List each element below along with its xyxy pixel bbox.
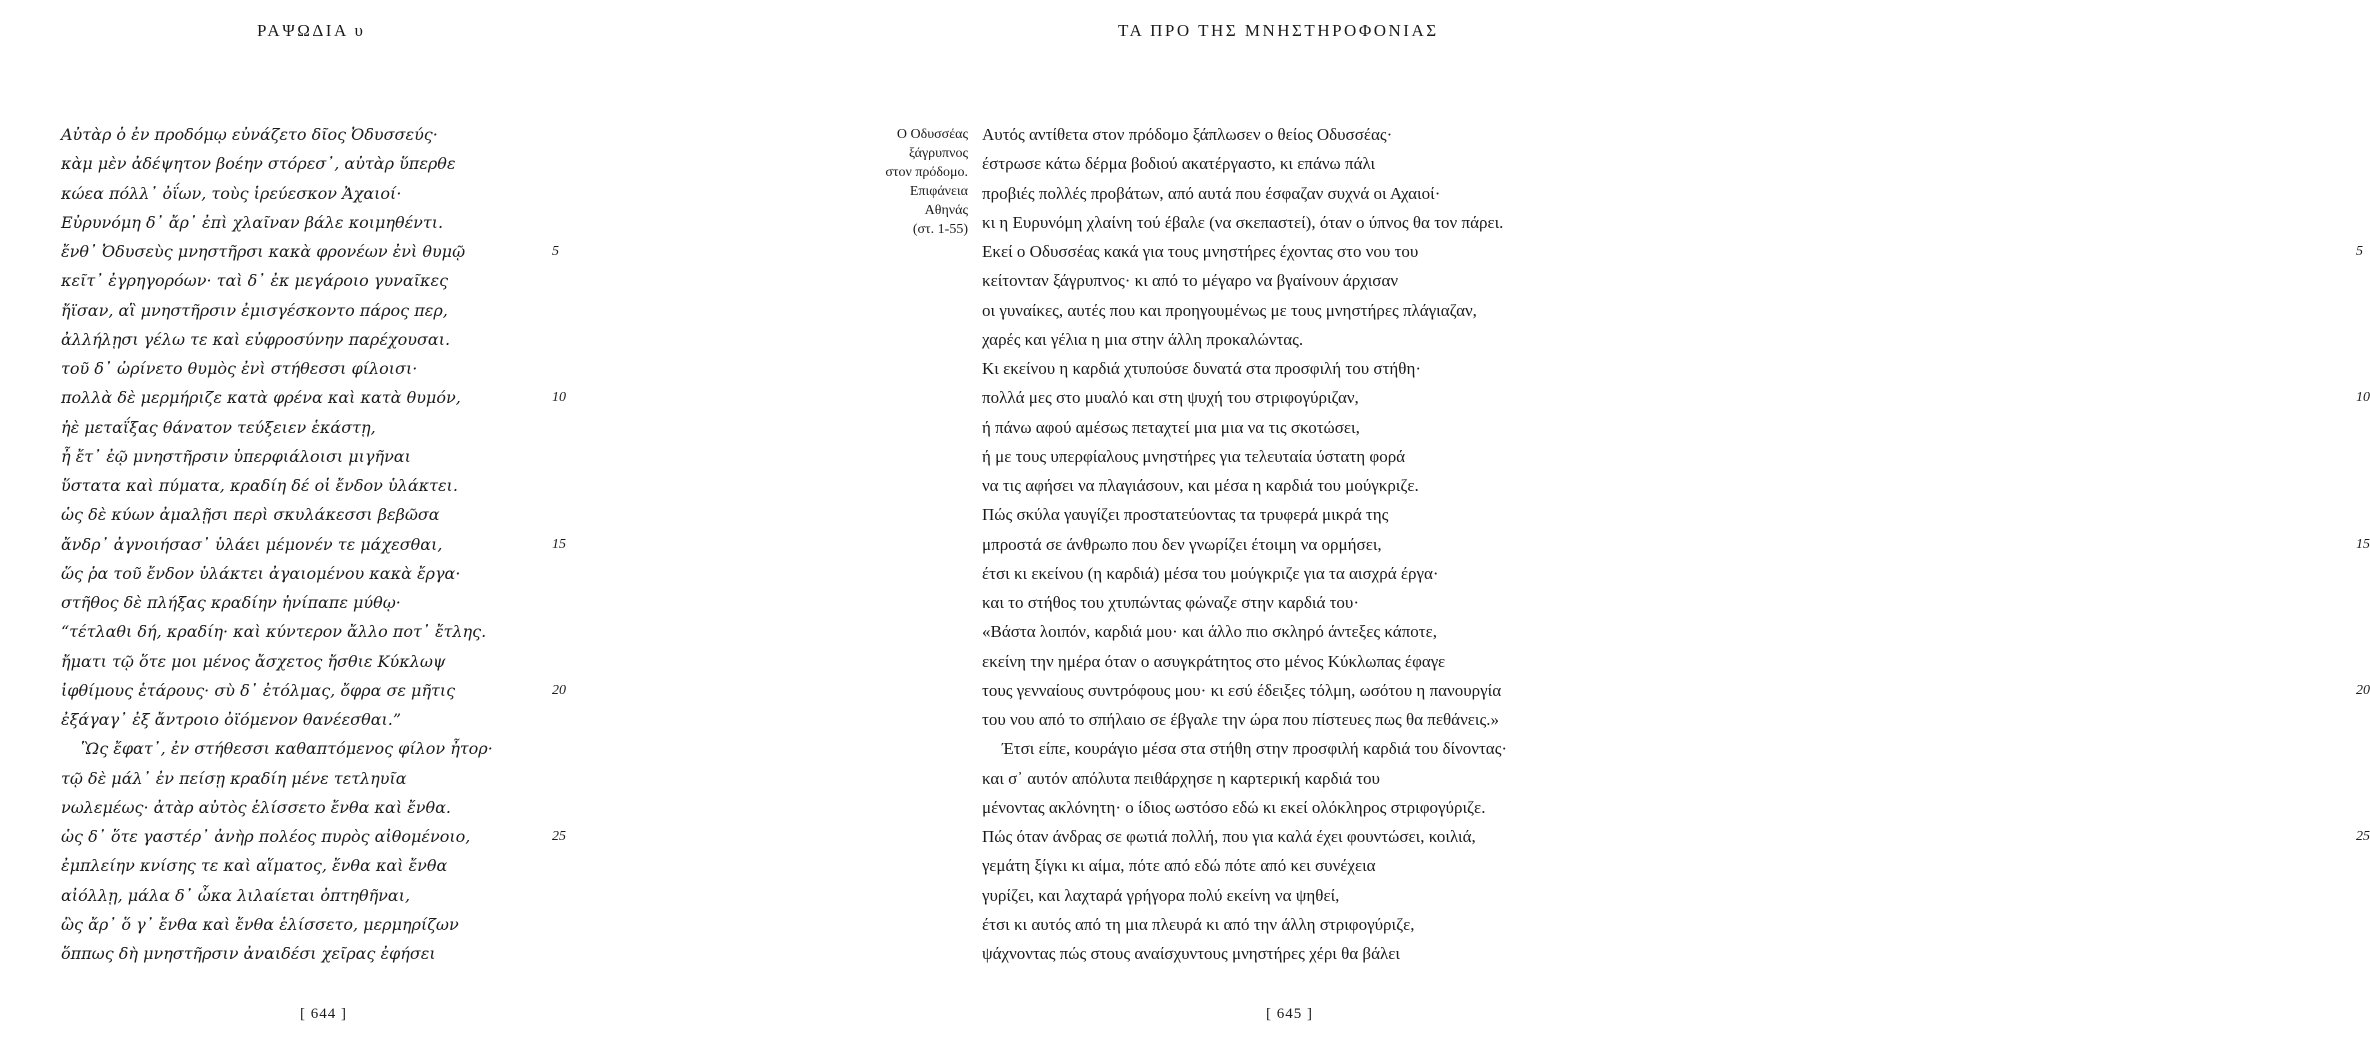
verse-text: γεμάτη ξίγκι κι αίμα, πότε από εδώ πότε από κει συνέχεια	[982, 856, 1376, 876]
verse-line	[61, 413, 493, 442]
line-number: 20	[552, 682, 566, 698]
translation-text-block	[982, 120, 2370, 968]
verse-line	[61, 296, 493, 325]
verse-line	[61, 734, 493, 763]
verse-text: ή με τους υπερφίαλους μνηστήρες για τελευταία ύστατη φορά	[982, 446, 1406, 466]
right-page	[820, 0, 2370, 1046]
verse-line	[61, 910, 493, 939]
verse-text: ἔνθ᾽ Ὀδυσεὺς μνηστῆρσι κακὰ φρονέων ἐνὶ θυμῷ	[61, 242, 466, 261]
verse-line	[982, 851, 1507, 880]
verse-text: μένοντας ακλόνητη· ο ίδιος ωστόσο εδώ κι εκεί ολόκληρος στριφογύριζε.	[982, 797, 1486, 817]
verse-line	[982, 500, 1507, 529]
verse-line	[61, 881, 493, 910]
line-number: 25	[2356, 829, 2370, 844]
verse-text: κι η Ευρυνόμη χλαίνη τού έβαλε (να σκεπαστεί), όταν ο ύπνος θα τον πάρει.	[982, 212, 1504, 232]
verse-text: οι γυναίκες, αυτές που και προηγουμένως με τους μνηστήρες πλάγιαζαν,	[982, 300, 1477, 320]
line-number: 5	[552, 244, 559, 259]
running-head-right: ΤΑ ΠΡΟ ΤΗΣ ΜΝΗΣΤΗΡΟΦΟΝΙΑΣ	[1118, 21, 1439, 40]
line-number: 15	[552, 536, 566, 552]
margin-note	[820, 125, 968, 239]
verse-text: τοῦ δ᾽ ὠρίνετο θυμὸς ἐνὶ στήθεσσι φίλοισι·	[61, 359, 418, 378]
verse-text: ἤϊσαν, αἳ μνηστῆρσιν ἐμισγέσκοντο πάρος περ,	[61, 300, 448, 320]
verse-text: Πώς σκύλα γαυγίζει προστατεύοντας τα τρυφερά μικρά της	[982, 505, 1389, 525]
verse-line	[982, 910, 1507, 939]
verse-text: Πώς όταν άνδρας σε φωτιά πολλή, που για καλά έχει φουντώσει, κοιλιά,	[982, 827, 1476, 846]
page-number-right: [ 645 ]	[1266, 1006, 1313, 1022]
verse-text: ή πάνω αφού αμέσως πεταχτεί μια μια να τις σκοτώσει,	[982, 417, 1360, 437]
page-number-left: [ 644 ]	[300, 1006, 347, 1022]
verse-line	[982, 530, 2370, 559]
verse-text: χαρές και γέλια η μια στην άλλη προκαλώντας.	[982, 329, 1304, 349]
verse-line	[982, 822, 2370, 851]
verse-line	[982, 149, 1507, 178]
verse-line	[61, 237, 559, 266]
verse-text: να τις αφήσει να πλαγιάσουν, και μέσα η καρδιά του μούγκριζε.	[982, 476, 1419, 495]
line-number: 10	[552, 390, 566, 406]
verse-line	[982, 764, 1507, 793]
verse-text: Εκεί ο Οδυσσέας κακά για τους μνηστήρες έχοντας στο νου του	[982, 242, 1419, 261]
margin-note-line: (στ. 1-55)	[912, 222, 968, 237]
verse-line	[982, 617, 1507, 646]
line-number: 25	[552, 829, 566, 844]
left-page	[0, 0, 820, 1046]
verse-line	[61, 939, 493, 968]
verse-text: πολλά μες στο μυαλό και στη ψυχή του στριφογύριζαν,	[982, 388, 1359, 408]
verse-text: τους γενναίους συντρόφους μου· κι εσύ έδειξες τόλμη, ωσότου η πανουργία	[982, 680, 1502, 700]
verse-text: και σ᾽ αυτόν απόλυτα πειθάρχησε η καρτερική καρδιά του	[982, 768, 1380, 788]
verse-text: Αυτός αντίθετα στον πρόδομο ξάπλωσεν ο θείος Οδυσσέας·	[982, 125, 1393, 144]
verse-line	[982, 734, 1507, 763]
greek-text-block	[61, 120, 566, 968]
line-number: 15	[2356, 536, 2370, 552]
verse-text: «Βάστα λοιπόν, καρδιά μου· και άλλο πιο σκληρό άντεξες κάποτε,	[982, 622, 1438, 642]
verse-text: ὣς ἄρ᾽ ὅ γ᾽ ἔνθα καὶ ἔνθα ἑλίσσετο, μερμηρίζων	[61, 914, 459, 934]
verse-line	[61, 471, 493, 500]
verse-line	[61, 325, 493, 354]
verse-text: Ὣς ἔφατ᾽, ἐν στήθεσσι καθαπτόμενος φίλον ἦτορ·	[81, 739, 493, 759]
verse-text: κεῖτ᾽ ἐγρηγορόων· ταὶ δ᾽ ἐκ μεγάροιο γυναῖκες	[61, 271, 449, 291]
verse-line	[982, 588, 1507, 617]
line-number: 5	[2356, 244, 2363, 259]
verse-text: Αὐτὰρ ὁ ἐν προδόμῳ εὐνάζετο δῖος Ὀδυσσεύς·	[61, 125, 438, 144]
verse-line	[61, 149, 493, 178]
verse-text: Κι εκείνου η καρδιά χτυπούσε δυνατά στα προσφιλή του στήθη·	[982, 359, 1421, 378]
verse-line	[982, 442, 1507, 471]
verse-line	[982, 881, 1507, 910]
verse-text: ψάχνοντας πώς στους αναίσχυντους μνηστήρες χέρι θα βάλει	[982, 944, 1400, 963]
verse-line	[982, 120, 1507, 149]
margin-note-line: Επιφάνεια	[909, 184, 968, 199]
verse-line	[982, 266, 1507, 295]
verse-line	[982, 705, 1507, 734]
verse-line	[61, 559, 493, 588]
verse-line	[982, 179, 1507, 208]
verse-line	[61, 530, 566, 559]
verse-line	[61, 851, 493, 880]
verse-line	[982, 793, 1507, 822]
verse-text: ὡς δὲ κύων ἀμαλῇσι περὶ σκυλάκεσσι βεβῶσα	[61, 505, 440, 525]
verse-text: εκείνη την ημέρα όταν ο ασυγκράτητος στο μένος Κύκλωπας έφαγε	[982, 651, 1446, 671]
verse-text: πολλὰ δὲ μερμήριζε κατὰ φρένα καὶ κατὰ θυμόν,	[61, 388, 461, 408]
verse-text: ἐξάγαγ᾽ ἐξ ἄντροιο ὀϊόμενον θανέεσθαι.”	[61, 710, 402, 729]
verse-text: ἐμπλείην κνίσης τε καὶ αἵματος, ἔνθα καὶ ἔνθα	[61, 856, 448, 876]
verse-text: αἰόλλῃ, μάλα δ᾽ ὦκα λιλαίεται ὀπτηθῆναι,	[61, 885, 411, 905]
verse-text: ἄνδρ᾽ ἀγνοιήσασ᾽ ὑλάει μέμονέν τε μάχεσθαι,	[61, 534, 443, 554]
verse-text: έτσι κι εκείνου (η καρδιά) μέσα του μούγκριζε για τα αισχρά έργα·	[982, 563, 1439, 583]
verse-text: έτσι κι αυτός από τη μια πλευρά κι από την άλλη στριφογύριζε,	[982, 914, 1415, 934]
verse-line	[61, 676, 566, 705]
verse-line	[982, 676, 2370, 705]
verse-line	[982, 647, 1507, 676]
verse-text: ὡς δ᾽ ὅτε γαστέρ᾽ ἀνὴρ πολέος πυρὸς αἰθομένοιο,	[61, 827, 471, 846]
verse-line	[61, 705, 493, 734]
verse-line	[61, 764, 493, 793]
margin-note-line: Ο Οδυσσέας	[896, 127, 968, 142]
verse-line	[61, 822, 566, 851]
verse-text: του νου από το σπήλαιο σε έβγαλε την ώρα που πίστευες πως θα πεθάνεις.»	[982, 710, 1499, 729]
verse-text: νωλεμέως· ἀτὰρ αὐτὸς ἑλίσσετο ἔνθα καὶ ἔνθα.	[61, 797, 452, 817]
verse-line	[61, 647, 493, 676]
verse-text: κώεα πόλλ᾽ ὀΐων, τοὺς ἱρεύεσκον Ἀχαιοί·	[61, 183, 402, 203]
verse-line	[61, 208, 493, 237]
verse-line	[61, 793, 493, 822]
verse-text: “τέτλαθι δή, κραδίη· καὶ κύντερον ἄλλο ποτ᾽ ἔτλης.	[61, 622, 487, 642]
verse-text: και το στήθος του χτυπώντας φώναζε στην καρδιά του·	[982, 593, 1360, 612]
verse-line	[61, 442, 493, 471]
verse-line	[61, 120, 493, 149]
verse-text: κὰμ μὲν ἀδέψητον βοέην στόρεσ᾽, αὐτὰρ ὕπερθε	[61, 154, 456, 174]
verse-text: ἀλλήλῃσι γέλω τε καὶ εὐφροσύνην παρέχουσαι.	[61, 329, 451, 349]
verse-text: κείτονταν ξάγρυπνος· κι από το μέγαρο να βγαίνουν άρχισαν	[982, 271, 1399, 291]
verse-text: ἤματι τῷ ὅτε μοι μένος ἄσχετος ἤσθιε Κύκλωψ	[61, 651, 446, 671]
verse-text: τῷ δὲ μάλ᾽ ἐν πείσῃ κραδίη μένε τετληυῖα	[61, 768, 407, 788]
verse-text: έστρωσε κάτω δέρμα βοδιού ακατέργαστο, κι επάνω πάλι	[982, 154, 1376, 174]
verse-text: ἠὲ μεταΐξας θάνατον τεύξειεν ἑκάστῃ,	[61, 417, 376, 437]
verse-line	[61, 179, 493, 208]
verse-text: ὅππως δὴ μνηστῆρσιν ἀναιδέσι χεῖρας ἐφήσει	[61, 944, 436, 963]
margin-note-line: στον πρόδομο.	[885, 165, 968, 180]
verse-line	[982, 296, 1507, 325]
verse-line	[982, 237, 2363, 266]
verse-line	[61, 266, 493, 295]
margin-note-line: ξάγρυπνος	[908, 146, 968, 161]
verse-line	[61, 588, 493, 617]
verse-line	[982, 354, 1507, 383]
verse-line	[982, 383, 2370, 412]
verse-line	[982, 325, 1507, 354]
verse-line	[982, 559, 1507, 588]
verse-text: ἰφθίμους ἑτάρους· σὺ δ᾽ ἐτόλμας, ὄφρα σε μῆτις	[61, 680, 456, 700]
margin-note-line: Αθηνάς	[924, 203, 968, 218]
verse-text: ἦ ἔτ᾽ ἐῷ μνηστῆρσιν ὑπερφιάλοισι μιγῆναι	[61, 446, 411, 466]
verse-line	[982, 208, 1507, 237]
verse-line	[982, 471, 1507, 500]
verse-text: Εὐρυνόμη δ᾽ ἄρ᾽ ἐπὶ χλαῖναν βάλε κοιμηθέντι.	[61, 212, 444, 232]
verse-text: γυρίζει, και λαχταρά γρήγορα πολύ εκείνη να ψηθεί,	[982, 885, 1340, 905]
running-head-left: ΡΑΨΩΔΙΑ υ	[257, 21, 366, 40]
verse-text: μπροστά σε άνθρωπο που δεν γνωρίζει έτοιμη να ορμήσει,	[982, 534, 1382, 554]
verse-line	[61, 383, 566, 412]
verse-line	[61, 617, 493, 646]
verse-line	[61, 500, 493, 529]
verse-text: ὕστατα καὶ πύματα, κραδίη δέ οἱ ἔνδον ὑλάκτει.	[61, 476, 458, 495]
line-number: 10	[2356, 390, 2370, 406]
verse-text: Έτσι είπε, κουράγιο μέσα στα στήθη στην προσφιλή καρδιά του δίνοντας·	[1002, 739, 1508, 759]
line-number: 20	[2356, 682, 2370, 698]
verse-text: προβιές πολλές προβάτων, από αυτά που έσφαζαν συχνά οι Αχαιοί·	[982, 183, 1441, 203]
verse-text: ὥς ῥα τοῦ ἔνδον ὑλάκτει ἀγαιομένου κακὰ ἔργα·	[61, 563, 461, 583]
verse-line	[61, 354, 493, 383]
verse-line	[982, 413, 1507, 442]
verse-text: στῆθος δὲ πλήξας κραδίην ἠνίπαπε μύθῳ·	[61, 593, 401, 612]
verse-line	[982, 939, 1507, 968]
